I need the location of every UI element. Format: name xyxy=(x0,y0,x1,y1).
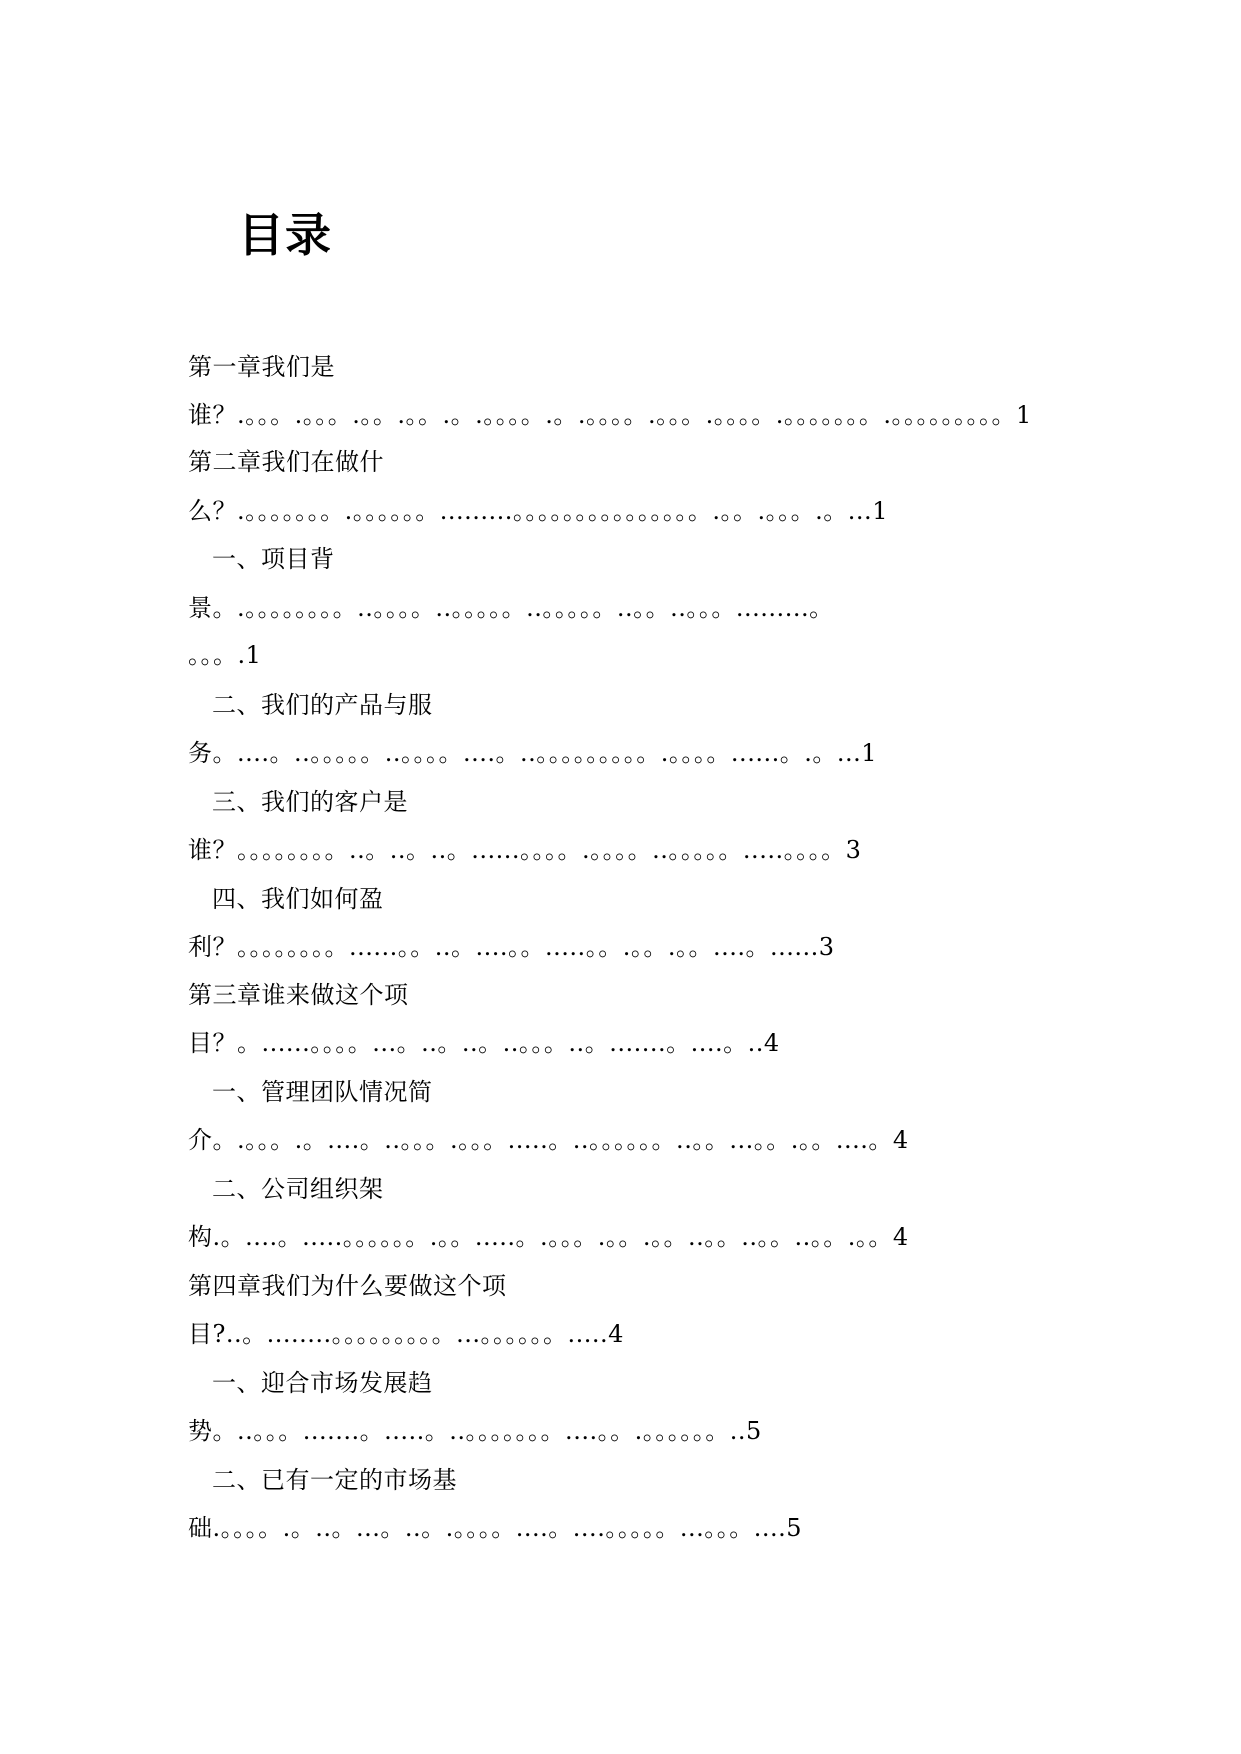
toc-line[interactable]: 一、管理团队情况简 xyxy=(212,1078,433,1106)
toc-line[interactable]: 介。.。。。.。....。..。。。.。。。.....。..。。。。。。..。。...。。.。。....。4 xyxy=(188,1126,909,1154)
toc-line[interactable]: 二、已有一定的市场基 xyxy=(212,1466,457,1494)
toc-line[interactable]: 么？.。。。。。。。.。。。。。。.........。。。。。。。。。。。。。。。.。。.。。。.。...1 xyxy=(188,497,888,525)
toc-line[interactable]: 三、我们的客户是 xyxy=(212,788,408,816)
toc-line[interactable]: 础.。。。。.。..。...。..。.。。。。....。....。。。。。...。。。....5 xyxy=(188,1514,802,1542)
toc-line[interactable]: 景。.。。。。。。。。..。。。。..。。。。。..。。。。。..。。..。。。.........。 xyxy=(188,594,834,622)
toc-line[interactable]: 第二章我们在做什 xyxy=(188,448,384,476)
toc-line[interactable]: 谁？。。。。。。。。..。..。..。......。。。。.。。。。..。。。。。.....。。。。3 xyxy=(188,836,862,864)
toc-line[interactable]: 二、公司组织架 xyxy=(212,1175,384,1203)
toc-title: 目录 xyxy=(238,208,332,262)
toc-line[interactable]: 构.。....。.....。。。。。。.。。.....。.。。。.。。.。。..。。..。。..。。.。。4 xyxy=(188,1223,909,1251)
toc-line[interactable]: 。。。.1 xyxy=(188,641,262,669)
toc-line[interactable]: 第三章谁来做这个项 xyxy=(188,981,409,1009)
toc-line[interactable]: 一、项目背 xyxy=(212,545,335,573)
toc-line[interactable]: 二、我们的产品与服 xyxy=(212,691,433,719)
toc-line[interactable]: 目？。......。。。。...。..。..。..。。。..。.......。....。..4 xyxy=(188,1029,780,1057)
toc-line[interactable]: 一、迎合市场发展趋 xyxy=(212,1369,433,1397)
toc-line[interactable]: 目?..。........。。。。。。。。。...。。。。。。.....4 xyxy=(188,1320,624,1348)
toc-line[interactable]: 第一章我们是 xyxy=(188,353,335,381)
toc-line[interactable]: 第四章我们为什么要做这个项 xyxy=(188,1272,507,1300)
toc-line[interactable]: 四、我们如何盈 xyxy=(212,885,384,913)
toc-line[interactable]: 谁？.。。。.。。。.。。.。。.。.。。。。.。.。。。。.。。。.。。。。.。。。。。。。.。。。。。。。。。1 xyxy=(188,401,1032,429)
toc-line[interactable]: 势。..。。。.......。.....。..。。。。。。。....。。.。。。。。。..5 xyxy=(188,1417,762,1445)
toc-line[interactable]: 务。....。..。。。。。..。。。。....。..。。。。。。。。。.。。。。......。.。...1 xyxy=(188,739,877,767)
toc-line[interactable]: 利？。。。。。。。。......。。..。....。。.....。。.。。.。。....。......3 xyxy=(188,933,835,961)
